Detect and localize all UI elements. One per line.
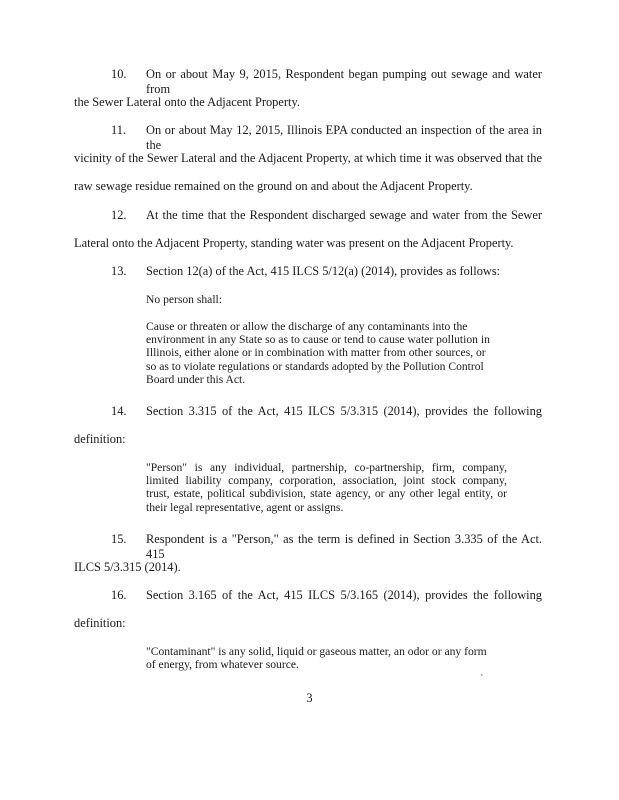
quote-line: limited liability company, corporation, association, joint stock company, [146,474,507,488]
quote-line: their legal representative, agent or assigns. [146,500,344,514]
paragraph-number: 13. [111,264,127,278]
quote-line: "Person" is any individual, partnership, co-partnership, firm, company, [146,461,507,474]
paragraph-line: the Sewer Lateral onto the Adjacent Property. [74,95,300,109]
block-quote [146,645,508,671]
quote-line: of energy, from whatever source. [146,658,299,672]
quote-line: Illinois, either alone or in combination with matter from other sources, or [146,346,486,360]
stray-mark: ` [480,674,484,685]
paragraph-number: 16. [111,588,127,602]
paragraph-line: At the time that the Respondent discharged sewage and water from the Sewer [146,208,542,222]
paragraph-number: 11. [111,123,127,137]
paragraph-line: Respondent is a "Person," as the term is defined in Section 3.335 of the Act. 415 [146,532,542,561]
block-quote [146,461,507,514]
paragraph-line: definition: [74,432,126,446]
paragraph-number: 14. [111,404,127,418]
paragraph-line: raw sewage residue remained on the ground on and about the Adjacent Property. [74,179,473,193]
paragraph-line: On or about May 9, 2015, Respondent began pumping out sewage and water from [146,67,542,96]
quote-line: "Contaminant" is any solid, liquid or gaseous matter, an odor or any form [146,645,487,658]
quote-line: environment in any State so as to cause or tend to cause water pollution in [146,333,490,347]
quote-intro: No person shall: [146,293,222,306]
page-number: 3 [306,691,313,705]
quote-line: trust, estate, political subdivision, state agency, or any other legal entity, or [146,487,507,501]
paragraph-number: 15. [111,532,127,546]
paragraph-line: ILCS 5/3.315 (2014). [74,560,181,574]
quote-line: so as to violate regulations or standards adopted by the Pollution Control [146,359,484,373]
paragraph-number: 12. [111,208,127,222]
quote-line: Board under this Act. [146,372,246,386]
paragraph-line: Section 3.165 of the Act, 415 ILCS 5/3.165 (2014), provides the following [146,588,542,602]
paragraph-line: Lateral onto the Adjacent Property, standing water was present on the Adjacent Property. [74,236,514,250]
paragraph-line: definition: [74,616,126,630]
block-quote [146,320,490,386]
paragraph-line: On or about May 12, 2015, Illinois EPA conducted an inspection of the area in the [146,123,542,152]
paragraph-line: vicinity of the Sewer Lateral and the Adjacent Property, at which time it was observed that the [74,151,542,165]
quote-line: Cause or threaten or allow the discharge of any contaminants into the [146,320,468,333]
paragraph-number: 10. [111,67,127,81]
paragraph-line: Section 12(a) of the Act, 415 ILCS 5/12(a) (2014), provides as follows: [146,264,501,278]
paragraph-line: Section 3.315 of the Act, 415 ILCS 5/3.315 (2014), provides the following [146,404,542,418]
